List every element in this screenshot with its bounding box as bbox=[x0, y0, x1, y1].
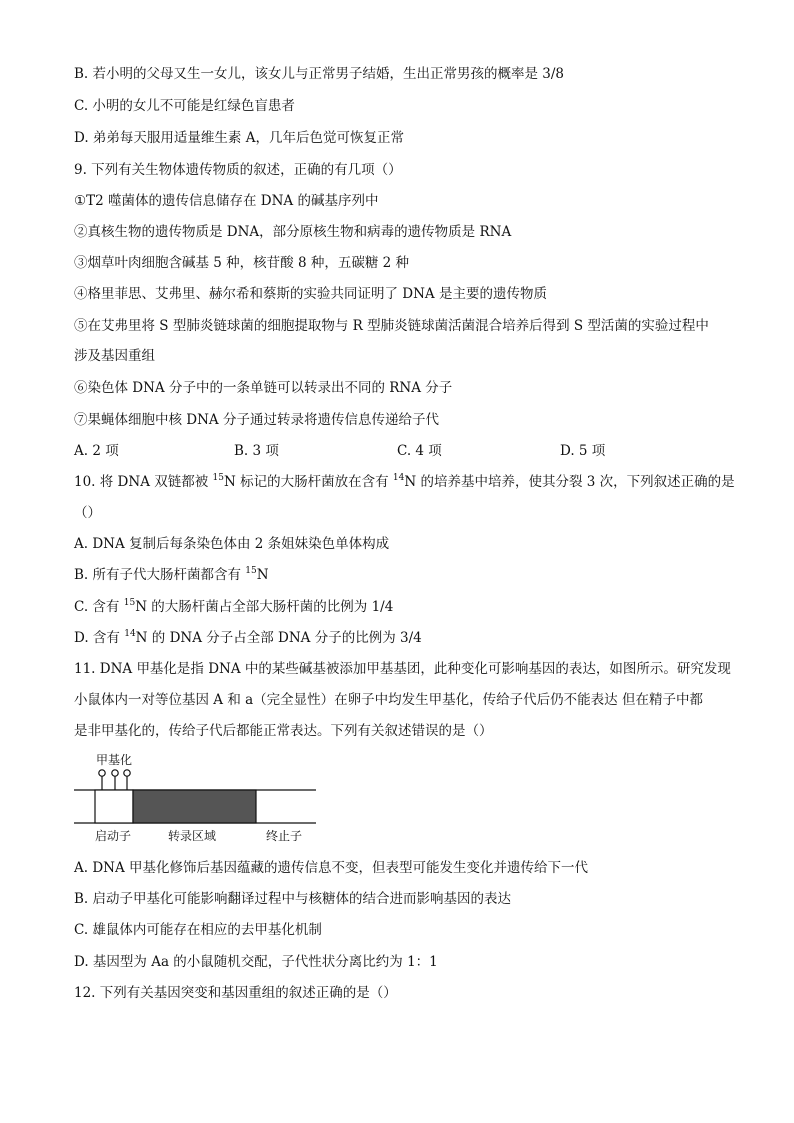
q11-option-a: A. DNA 甲基化修饰后基因蕴藏的遗传信息不变，但表型可能发生变化并遗传给下一代 bbox=[74, 860, 589, 876]
terminator-label: 终止子 bbox=[266, 829, 303, 843]
q11-stem-line-2: 小鼠体内一对等位基因 A 和 a（完全显性）在卵子中均发生甲基化，传给子代后仍不能表达 但在精子中都 bbox=[74, 692, 703, 708]
q9-item-4: ④格里菲思、艾弗里、赫尔希和蔡斯的实验共同证明了 DNA 是主要的遗传物质 bbox=[74, 286, 547, 302]
q10-option-a: A. DNA 复制后每条染色体由 2 条姐妹染色单体构成 bbox=[74, 536, 390, 552]
promoter-label: 启动子 bbox=[95, 829, 132, 843]
q9-item-2: ②真核生物的遗传物质是 DNA，部分原核生物和病毒的遗传物质是 RNA bbox=[74, 224, 512, 240]
q12-stem: 12. 下列有关基因突变和基因重组的叙述正确的是（） bbox=[74, 985, 397, 1001]
q11-stem-line-3: 是非甲基化的，传给子代后都能正常表达。下列有关叙述错误的是（） bbox=[74, 723, 493, 739]
q10-option-d: D. 含有 $^{14}$N 的 DNA 分子占全部 DNA 分子的比例为 3/4 bbox=[74, 629, 422, 646]
q9-option-d: D. 5 项 bbox=[560, 443, 606, 459]
q10-stem: 10. 将 DNA 双链都被 $^{15}$N 标记的大肠杆菌放在含有 $^{14}$N 的培养基中培养，使其分裂 3 次，下列叙述正确的是 bbox=[74, 473, 735, 490]
q9-option-b: B. 3 项 bbox=[234, 443, 279, 459]
methylation-diagram bbox=[70, 752, 330, 847]
transcription-label: 转录区域 bbox=[168, 829, 217, 843]
q9-item-5: ⑤在艾弗里将 S 型肺炎链球菌的细胞提取物与 R 型肺炎链球菌活菌混合培养后得到 S 型活菌的实验过程中 bbox=[74, 318, 709, 334]
methyl-label: 甲基化 bbox=[96, 753, 133, 767]
transcription-region bbox=[133, 790, 256, 823]
q9-item-7: ⑦果蝇体细胞中核 DNA 分子通过转录将遗传信息传递给子代 bbox=[74, 412, 439, 428]
q10-option-c: C. 含有 $^{15}$N 的大肠杆菌占全部大肠杆菌的比例为 1/4 bbox=[74, 598, 394, 615]
q8-option-d: D. 弟弟每天服用适量维生素 A，几年后色觉可恢复正常 bbox=[74, 130, 404, 146]
q9-item-1: ①T2 噬菌体的遗传信息储存在 DNA 的碱基序列中 bbox=[74, 193, 379, 209]
q8-option-c: C. 小明的女儿不可能是红绿色盲患者 bbox=[74, 98, 295, 114]
promoter-region bbox=[95, 790, 133, 823]
q11-option-c: C. 雄鼠体内可能存在相应的去甲基化机制 bbox=[74, 922, 322, 938]
q8-option-b: B. 若小明的父母又生一女儿，该女儿与正常男子结婚，生出正常男孩的概率是 3/8 bbox=[74, 66, 565, 82]
q9-stem: 9. 下列有关生物体遗传物质的叙述，正确的有几项（） bbox=[74, 162, 402, 178]
q9-item-6: ⑥染色体 DNA 分子中的一条单链可以转录出不同的 RNA 分子 bbox=[74, 380, 453, 396]
q10-option-b: B. 所有子代大肠杆菌都含有 $^{15}$N bbox=[74, 566, 269, 583]
q9-option-a: A. 2 项 bbox=[74, 443, 119, 459]
methyl-groups bbox=[99, 770, 130, 790]
q11-stem-line-1: 11. DNA 甲基化是指 DNA 中的某些碱基被添加甲基基团，此种变化可影响基因的表达，如图所示。研究发现 bbox=[74, 661, 731, 677]
q10-stem-cont: （） bbox=[74, 505, 101, 521]
q9-item-5-cont: 涉及基因重组 bbox=[74, 348, 155, 364]
q11-option-d: D. 基因型为 Aa 的小鼠随机交配，子代性状分离比约为 1：1 bbox=[74, 954, 438, 970]
q9-option-c: C. 4 项 bbox=[397, 443, 442, 459]
q11-option-b: B. 启动子甲基化可能影响翻译过程中与核糖体的结合进而影响基因的表达 bbox=[74, 891, 512, 907]
q9-item-3: ③烟草叶肉细胞含碱基 5 种，核苷酸 8 种，五碳糖 2 种 bbox=[74, 255, 410, 271]
